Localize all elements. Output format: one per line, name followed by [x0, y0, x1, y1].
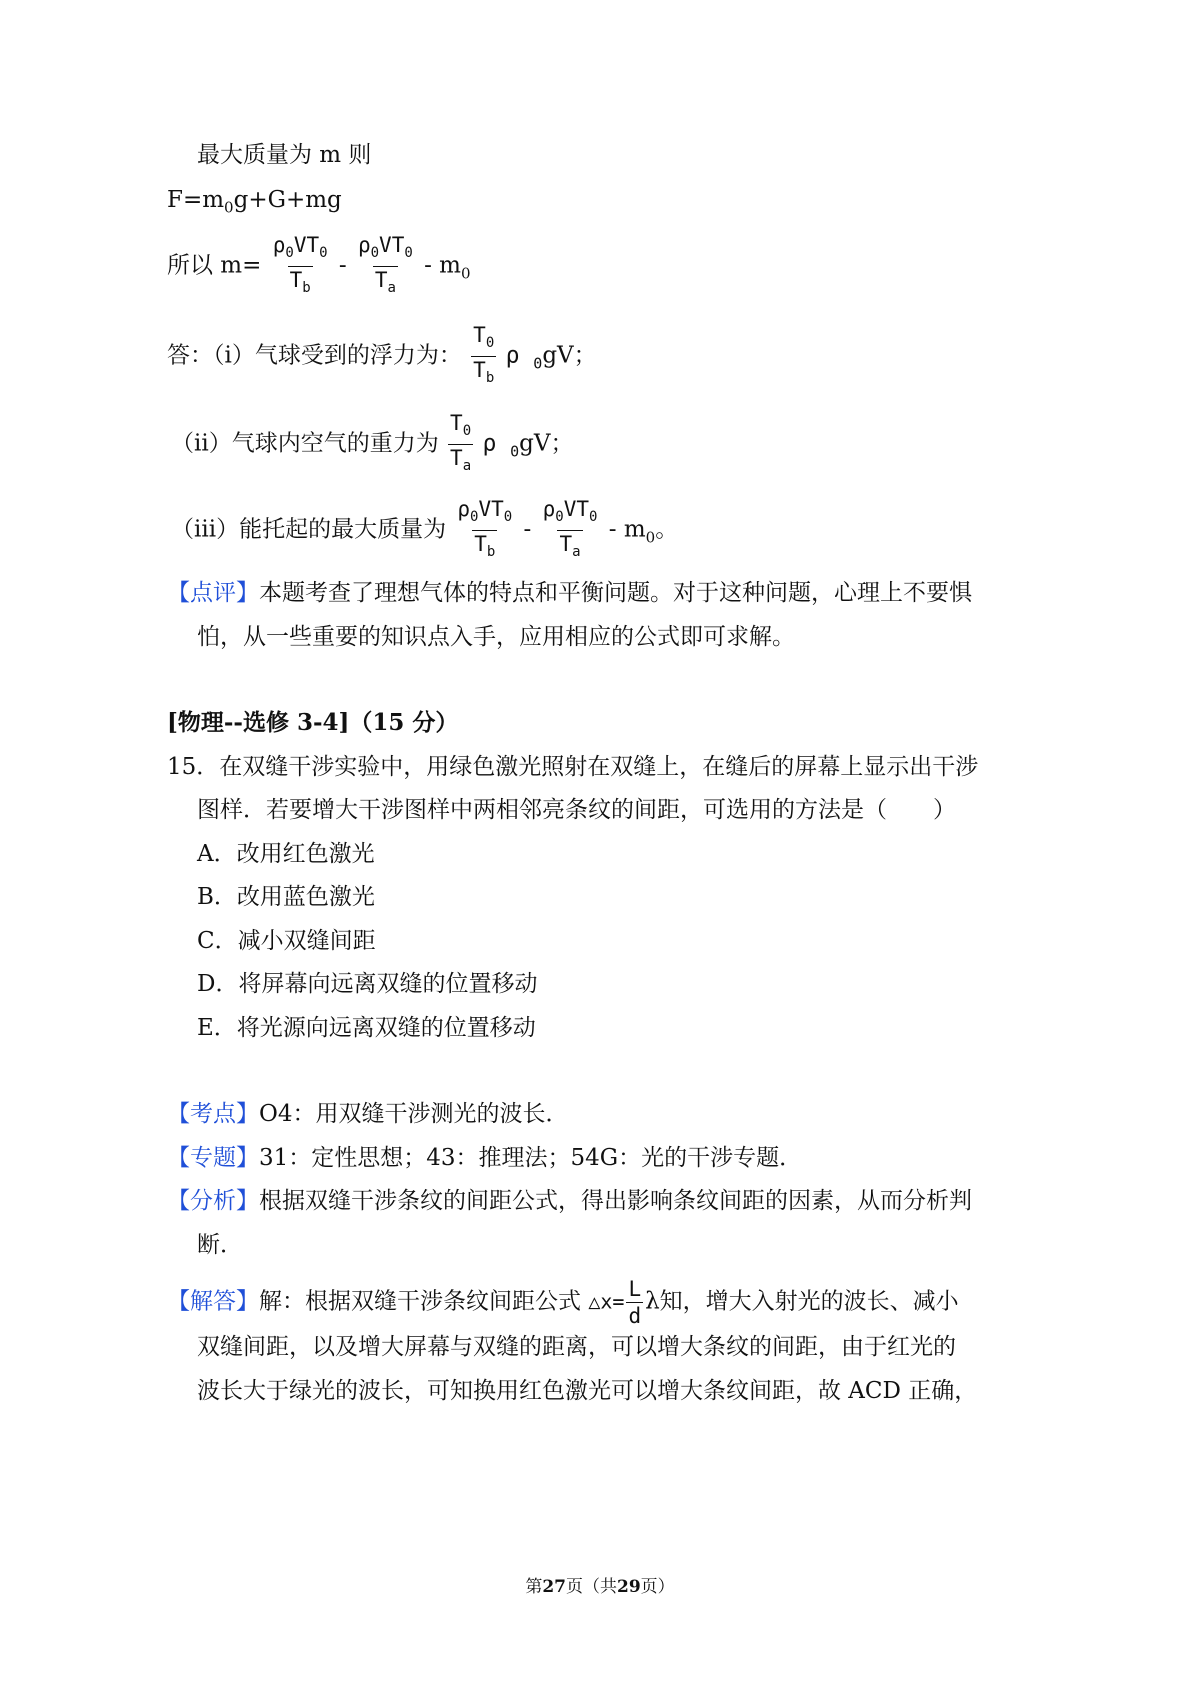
lambda: λ — [645, 1288, 660, 1315]
footer-text: 页） — [640, 1577, 675, 1597]
rho: ρ — [357, 233, 371, 257]
option-b: B．改用蓝色激光 — [197, 884, 375, 910]
fraction — [626, 1276, 643, 1329]
den: T — [473, 358, 486, 383]
sub: 0 — [485, 335, 495, 352]
answer-text: （iii）能托起的最大质量为 — [171, 516, 447, 543]
fraction — [448, 410, 473, 479]
eq-part: - m — [424, 252, 461, 279]
jieda-line-2: 双缝间距，以及增大屏幕与双缝的距离，可以增大条纹的间距，由于红光的 — [197, 1334, 956, 1360]
den: T — [559, 532, 573, 557]
rho: ρ — [505, 342, 534, 369]
sub: 0 — [503, 509, 513, 526]
answer-text: - m — [608, 516, 646, 543]
sub: a — [462, 458, 472, 475]
equation-mass — [167, 232, 471, 301]
equation-force — [167, 185, 342, 223]
eq-part: 所以 m= — [167, 252, 262, 279]
fraction — [471, 322, 496, 391]
den: T — [474, 532, 487, 557]
comment-tag: 【点评】 — [167, 580, 259, 606]
sub: b — [486, 544, 496, 561]
kaodian-tag: 【考点】 — [167, 1101, 259, 1127]
eq-sub: 0 — [224, 198, 234, 217]
zhuanti-text: 31：定性思想；43：推理法；54G：光的干涉专题． — [259, 1145, 803, 1171]
sub: 0 — [555, 509, 564, 526]
question-15-line-2: 图样．若要增大干涉图样中两相邻亮条纹的间距，可选用的方法是（ ） — [197, 797, 956, 823]
answer-text: gV； — [542, 342, 597, 369]
num-rest: VT — [379, 233, 405, 257]
sub: a — [387, 280, 396, 297]
text-line: 最大质量为 m 则 — [197, 142, 372, 168]
sub: 0 — [404, 245, 413, 262]
num: T — [450, 411, 463, 435]
rho: ρ — [482, 430, 511, 457]
question-15-line-1: 15．在双缝干涉实验中，用绿色激光照射在双缝上，在缝后的屏幕上显示出干涉 — [167, 754, 979, 780]
answer-text: gV； — [519, 430, 574, 457]
sub: 0 — [285, 245, 294, 262]
sub: b — [485, 370, 495, 387]
num: T — [473, 323, 486, 347]
fenxi-tag: 【分析】 — [167, 1188, 259, 1214]
answer-3 — [171, 496, 678, 565]
sub: 0 — [589, 509, 598, 526]
page-number: 27 — [542, 1577, 566, 1597]
page-footer — [0, 1575, 1200, 1599]
option-a: A．改用红色激光 — [197, 841, 375, 867]
sub: 0 — [370, 245, 380, 262]
minus: - — [523, 516, 539, 543]
comment-line-2: 怕，从一些重要的知识点入手，应用相应的公式即可求解。 — [197, 624, 795, 650]
minus: - — [338, 252, 354, 279]
den: T — [374, 268, 388, 293]
fenxi-line-2: 断． — [197, 1232, 243, 1258]
jieda-line-1 — [167, 1276, 959, 1329]
eq-sub: 0 — [461, 264, 471, 283]
kaodian-text: O4：用双缝干涉测光的波长． — [259, 1101, 569, 1127]
eq-part: F=m — [167, 187, 225, 213]
rho: ρ — [272, 233, 286, 257]
sub: 0 — [533, 354, 543, 373]
sub: a — [572, 544, 581, 561]
zhuanti-line — [167, 1143, 802, 1173]
fenxi-text: 根据双缝干涉条纹的间距公式，得出影响条纹间距的因素，从而分析判 — [259, 1188, 972, 1214]
answer-text: 答：（i）气球受到的浮力为： — [167, 342, 462, 369]
section-title: [物理--选修 3-4]（15 分） — [167, 709, 459, 736]
comment-text: 本题考查了理想气体的特点和平衡问题。对于这种问题，心理上不要惧 — [259, 580, 972, 606]
rho: ρ — [457, 497, 471, 521]
sub: 0 — [645, 528, 656, 547]
option-e: E．将光源向远离双缝的位置移动 — [197, 1015, 536, 1041]
num-rest: VT — [563, 497, 590, 521]
footer-text: 第 — [525, 1577, 543, 1597]
sub: 0 — [319, 245, 328, 262]
formula-delta-x: △x= — [588, 1289, 625, 1314]
sub: b — [302, 280, 311, 297]
fraction — [271, 232, 330, 301]
den: d — [628, 1304, 642, 1328]
eq-part: g+G+mg — [233, 187, 342, 213]
fraction — [541, 496, 600, 565]
option-c: C．减小双缝间距 — [197, 928, 376, 954]
rho: ρ — [542, 497, 556, 521]
sub: 0 — [470, 509, 479, 526]
jieda-tag: 【解答】 — [167, 1288, 259, 1315]
kaodian-line — [167, 1099, 569, 1129]
fraction — [455, 496, 514, 565]
den: T — [450, 446, 463, 471]
num: L — [628, 1277, 642, 1301]
footer-text: 页（共 — [566, 1577, 617, 1597]
fraction — [356, 232, 415, 301]
jieda-text: 解：根据双缝干涉条纹间距公式 — [259, 1288, 581, 1315]
num-rest: VT — [478, 497, 504, 521]
zhuanti-tag: 【专题】 — [167, 1145, 259, 1171]
comment-line-1 — [167, 578, 972, 608]
den: T — [289, 268, 303, 293]
answer-1 — [167, 322, 597, 391]
answer-text: （ii）气球内空气的重力为 — [171, 430, 439, 457]
jieda-line-3: 波长大于绿光的波长，可知换用红色激光可以增大条纹间距，故 ACD 正确， — [197, 1378, 978, 1404]
answer-text: 。 — [655, 516, 679, 543]
total-pages: 29 — [617, 1577, 641, 1597]
sub: 0 — [462, 423, 472, 440]
sub: 0 — [510, 442, 520, 461]
num-rest: VT — [293, 233, 320, 257]
option-d: D．将屏幕向远离双缝的位置移动 — [197, 971, 538, 997]
jieda-text: 知，增大入射光的波长、减小 — [659, 1288, 959, 1315]
fenxi-line-1 — [167, 1186, 972, 1216]
answer-2 — [171, 410, 574, 479]
